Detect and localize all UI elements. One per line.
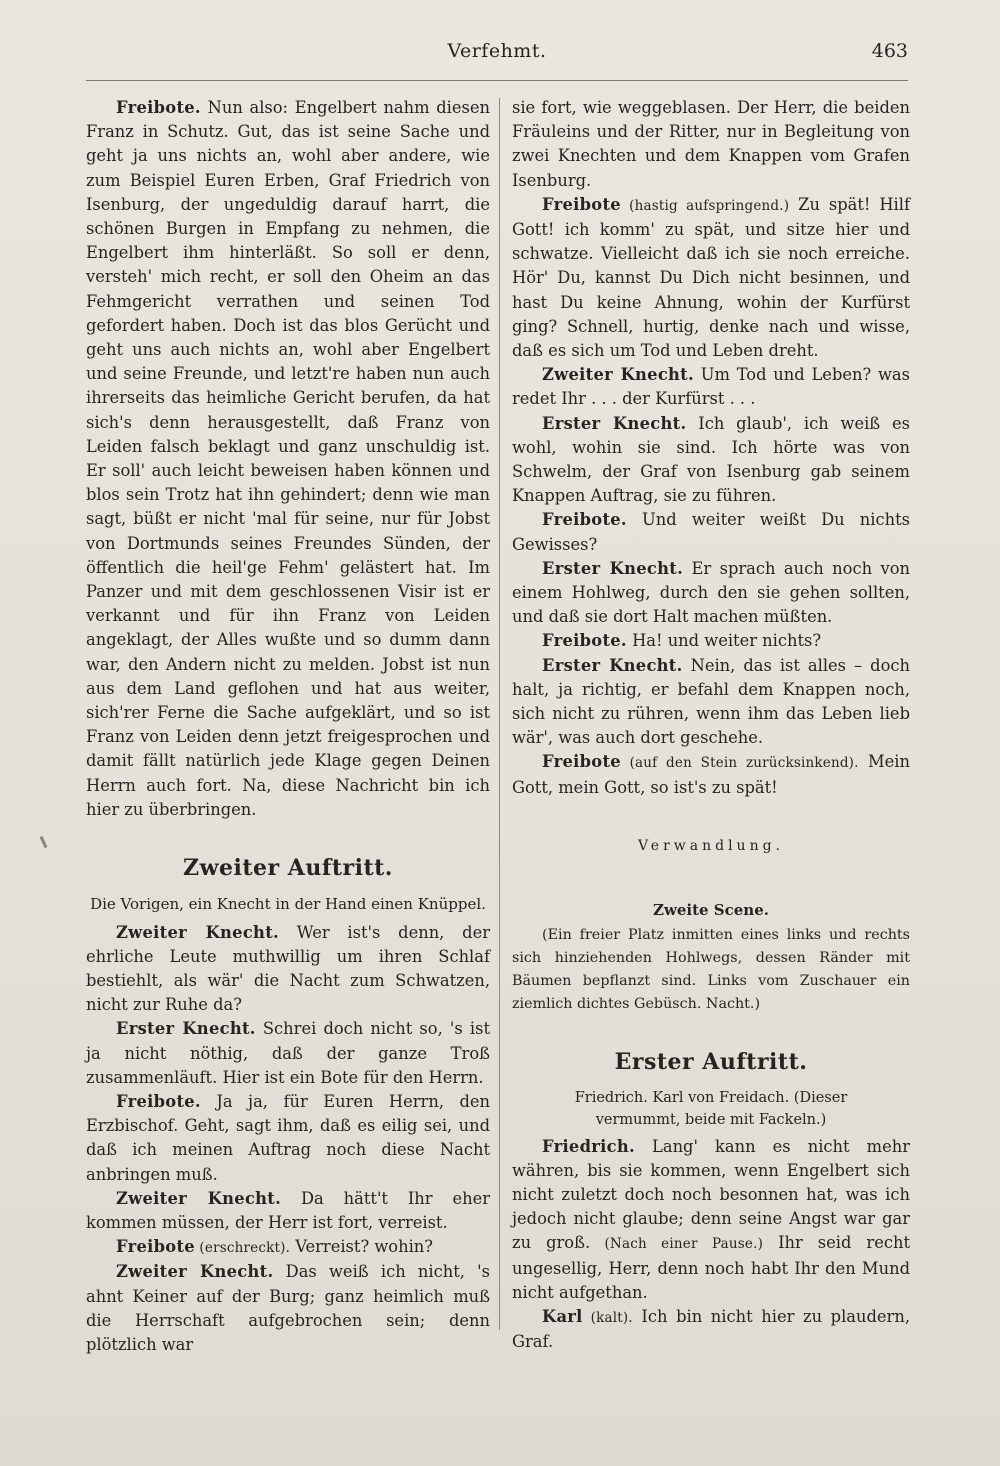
running-title: Verfehmt. xyxy=(447,40,547,62)
speaker-name: Freibote. xyxy=(116,98,201,117)
speech-text: Nein, das ist alles – doch halt, ja richtig, er befahl dem Knappen noch, sich nicht zu rühren, wenn ihm das Leben lieb wär', was auch dort geschehe. xyxy=(512,655,910,748)
speech-paragraph xyxy=(86,1235,490,1260)
speech-continuation: sie fort, wie weggeblasen. Der Herr, die beiden Fräuleins und der Ritter, nur in Begleitung von zwei Knechten und dem Knappen vom Grafen Isenburg. xyxy=(512,98,910,190)
page-number: 463 xyxy=(871,40,908,62)
speech-paragraph xyxy=(512,1305,910,1354)
speech-text: Mein Gott, mein Gott, so ist's zu spät! xyxy=(512,752,910,797)
scene-heading: Erster Auftritt. xyxy=(614,1049,808,1076)
scene-title: Zweite Scene. xyxy=(653,901,769,920)
speech-paragraph xyxy=(512,750,910,799)
cast-line: Die Vorigen, ein Knecht in der Hand einen Knüppel. xyxy=(90,895,486,914)
speech-paragraph xyxy=(86,1090,490,1187)
speaker-name: Erster Knecht. xyxy=(116,1019,256,1039)
speech-paragraph xyxy=(512,412,910,509)
speaker-name: Freibote xyxy=(542,194,621,214)
speech-text: Schrei doch nicht so, 's ist ja nicht nöthig, daß der ganze Troß zusammenläuft. Hier ist ein Bote für den Herrn. xyxy=(86,1019,491,1087)
speech-text: Da hätt't Ihr eher kommen müssen, der Herr ist fort, verreist. xyxy=(86,1188,491,1232)
speaker-name: Freibote xyxy=(542,752,621,772)
speech-paragraph xyxy=(86,96,490,822)
running-header xyxy=(86,36,908,70)
speech-text: Und weiter weißt Du nichts Gewisses? xyxy=(512,510,910,554)
right-column xyxy=(512,96,910,1354)
speech-text: Lang' kann es nicht mehr währen, bis sie kommen, wenn Engelbert sich nicht zuletzt doch noch besonnen hat, was ich jedoch nicht glaube; denn seine Angst war gar zu groß. xyxy=(512,1136,910,1253)
speech-text: Verreist? wohin? xyxy=(290,1237,434,1257)
speaker-name: Zweiter Knecht. xyxy=(116,922,279,942)
speech-text: Wer ist's denn, der ehrliche Leute muthwillig um ihren Schlaf bestiehlt, als wär' die Nacht zum Schwatzen, nicht zur Ruhe da? xyxy=(86,922,490,1015)
speaker-name: Karl xyxy=(542,1306,583,1326)
speech-text: Das weiß ich nicht, 's ahnt Keiner auf der Burg; ganz heimlich muß die Herrschaft aufgebrochen sein; denn plötzlich war xyxy=(86,1262,490,1354)
speaker-name: Erster Knecht. xyxy=(542,413,687,433)
speech-paragraph xyxy=(512,557,910,630)
speaker-name: Freibote. xyxy=(116,1091,201,1111)
speech-paragraph xyxy=(86,1187,490,1235)
speech-text: Zu spät! Hilf Gott! ich komm' zu spät, und sitze hier und schwatze. Vielleicht daß ich sie noch erreiche. Hör' Du, kannst Du Dich nicht besinnen, und hast Du keine Ahnung, wohin der Kurfürst ging? Schnell, hurtig, denke nach und wisse, daß es sich um Tod und Leben dreht. xyxy=(512,194,910,361)
stage-direction: (Nach einer Pause.) xyxy=(590,1236,764,1253)
speech-paragraph xyxy=(512,629,910,653)
speech-paragraph xyxy=(512,654,910,751)
speech-paragraph xyxy=(512,363,910,411)
speaker-name: Zweiter Knecht. xyxy=(116,1188,282,1208)
stage-direction: (auf den Stein zurücksinkend). xyxy=(620,755,859,772)
speech-text: Ha! und weiter nichts? xyxy=(626,631,822,651)
header-rule xyxy=(86,80,908,81)
speech-text: Um Tod und Leben? was redet Ihr . . . der Kurfürst . . . xyxy=(512,365,910,409)
speaker-name: Freibote xyxy=(116,1237,195,1257)
speech-paragraph xyxy=(86,921,490,1018)
speech-text: Ihr seid recht ungesellig, Herr, denn noch habt Ihr den Mund nicht aufgethan. xyxy=(512,1233,910,1302)
speech-text: Er sprach auch noch von einem Hohlweg, durch den sie gehen sollten, und daß sie dort Halt machen müßten. xyxy=(512,558,911,627)
speech-text: Ich bin nicht hier zu plaudern, Graf. xyxy=(512,1306,910,1352)
speech-text: Nun also: Engelbert nahm diesen Franz in Schutz. Gut, das ist seine Sache und geht ja uns nichts an, wohl aber andere, wie zum Beispiel Euren Erben, Graf Friedrich von Isenburg, der ungeduldig darauf harrt, die schönen Burgen in Empfang zu nehmen, die Engelbert ihm hinterläßt. So soll er denn, versteh' mich recht, er soll den Oheim an das Fehmgericht verrathen und seinen Tod gefordert haben. Doch ist das blos Gerücht und geht uns auch nichts an, wohl aber Engelbert und seine Freunde, und letzt're haben nun auch ihrerseits das heimliche Gericht berufen, da hat sich's denn herausgestellt, daß Franz von Leiden falsch beklagt und ganz unschuldig ist. Er soll' auch leicht beweisen haben können und blos sein Trotz hat ihn gehindert; denn wie man sagt, büßt er nicht 'mal für seine, nur für Jobst von Dortmunds seines Freundes Sünden, der öffentlich die heil'ge Fehm' gelästert hat. Im Panzer und mit dem geschlossenen Visir ist er verkannt und für ihn Franz von Leiden angeklagt, der Alles wußte und so dumm dann war, den Andern nicht zu melden. Jobst ist nun aus dem Land geflohen und hat aus weiter, sich'rer Ferne die Sache aufgeklärt, und so ist Franz von Leiden denn jetzt freigesprochen und damit fällt natürlich jede Klage gegen Deinen Herrn auch fort. Na, diese Nachricht bin ich hier zu überbringen. xyxy=(86,98,490,819)
speech-text: Ich glaub', ich weiß es wohl, wohin sie sind. Ich hörte was von Schwelm, der Graf von Isenburg gab seinem Knappen Auftrag, sie zu führen. xyxy=(512,413,911,506)
speaker-name: Freibote. xyxy=(542,631,627,651)
speech-paragraph xyxy=(512,193,910,363)
left-column xyxy=(86,96,490,1357)
stray-mark xyxy=(40,836,48,848)
column-divider xyxy=(499,98,500,1330)
speaker-name: Erster Knecht. xyxy=(542,558,684,578)
cast-line: Friedrich. Karl von Freidach. (Dieser vermummt, beide mit Fackeln.) xyxy=(574,1089,848,1128)
speaker-name: Zweiter Knecht. xyxy=(542,365,694,385)
stage-direction: (hastig aufspringend.) xyxy=(620,197,790,214)
speaker-name: Erster Knecht. xyxy=(542,655,683,675)
speech-paragraph xyxy=(512,1135,910,1305)
speech-paragraph xyxy=(86,1260,490,1357)
speech-text: Ja ja, für Euren Herrn, den Erzbischof. Geht, sagt ihm, daß es eilig sei, und daß ich meinen Auftrag noch diese Nacht anbringen muß. xyxy=(86,1091,490,1184)
speech-paragraph xyxy=(512,508,910,556)
stage-direction: (erschreckt). xyxy=(194,1240,291,1257)
stage-direction: (kalt). xyxy=(582,1309,633,1326)
scene-description: (Ein freier Platz inmitten eines links und rechts sich hinziehenden Hohlwegs, dessen Ränder mit Bäumen bepflanzt sind. Links vom Zuschauer ein ziemlich dichtes Gebüsch. Nacht.) xyxy=(512,927,910,1013)
speaker-name: Friedrich. xyxy=(542,1136,635,1156)
speaker-name: Freibote. xyxy=(542,510,627,530)
speech-paragraph xyxy=(86,1017,490,1090)
speaker-name: Zweiter Knecht. xyxy=(116,1262,274,1282)
transformation-note: Verwandlung. xyxy=(637,837,785,854)
scene-heading: Zweiter Auftritt. xyxy=(183,855,393,882)
